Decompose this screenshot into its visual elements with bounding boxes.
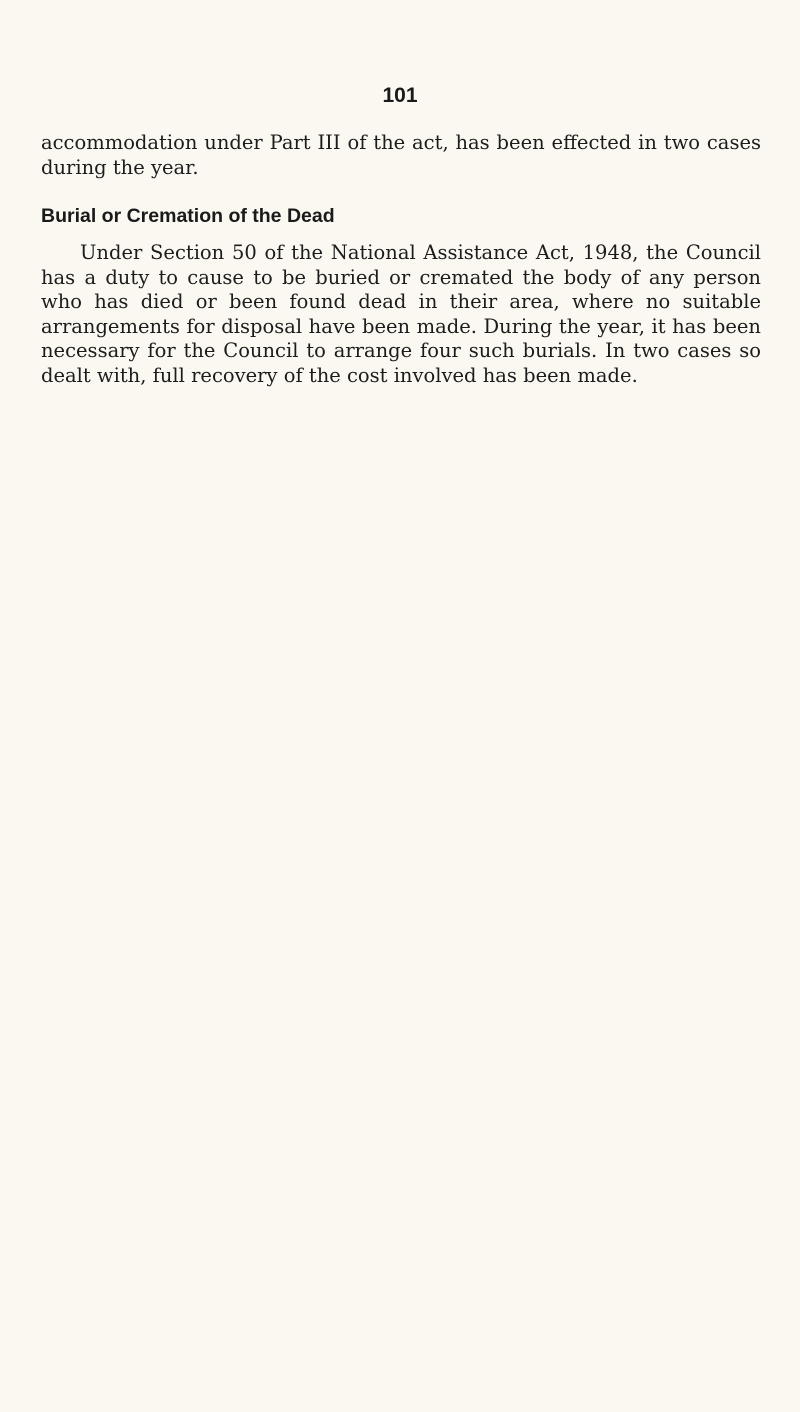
- section-heading: Burial or Cremation of the Dead: [41, 205, 335, 227]
- continued-paragraph: accommodation under Part III of the act, has been effected in two cases during the year.: [41, 131, 761, 179]
- page-number: 101: [382, 84, 418, 107]
- section-body-paragraph: Under Section 50 of the National Assistance Act, 1948, the Council has a duty to cause to be buried or cremated the body of any person who has died or been found dead in their area, where no suitable arrangements for disposal have been made. During the year, it has been necessary for the Council to arrange four such burials. In two cases so dealt with, full recovery of the cost involved has been made.: [41, 241, 761, 387]
